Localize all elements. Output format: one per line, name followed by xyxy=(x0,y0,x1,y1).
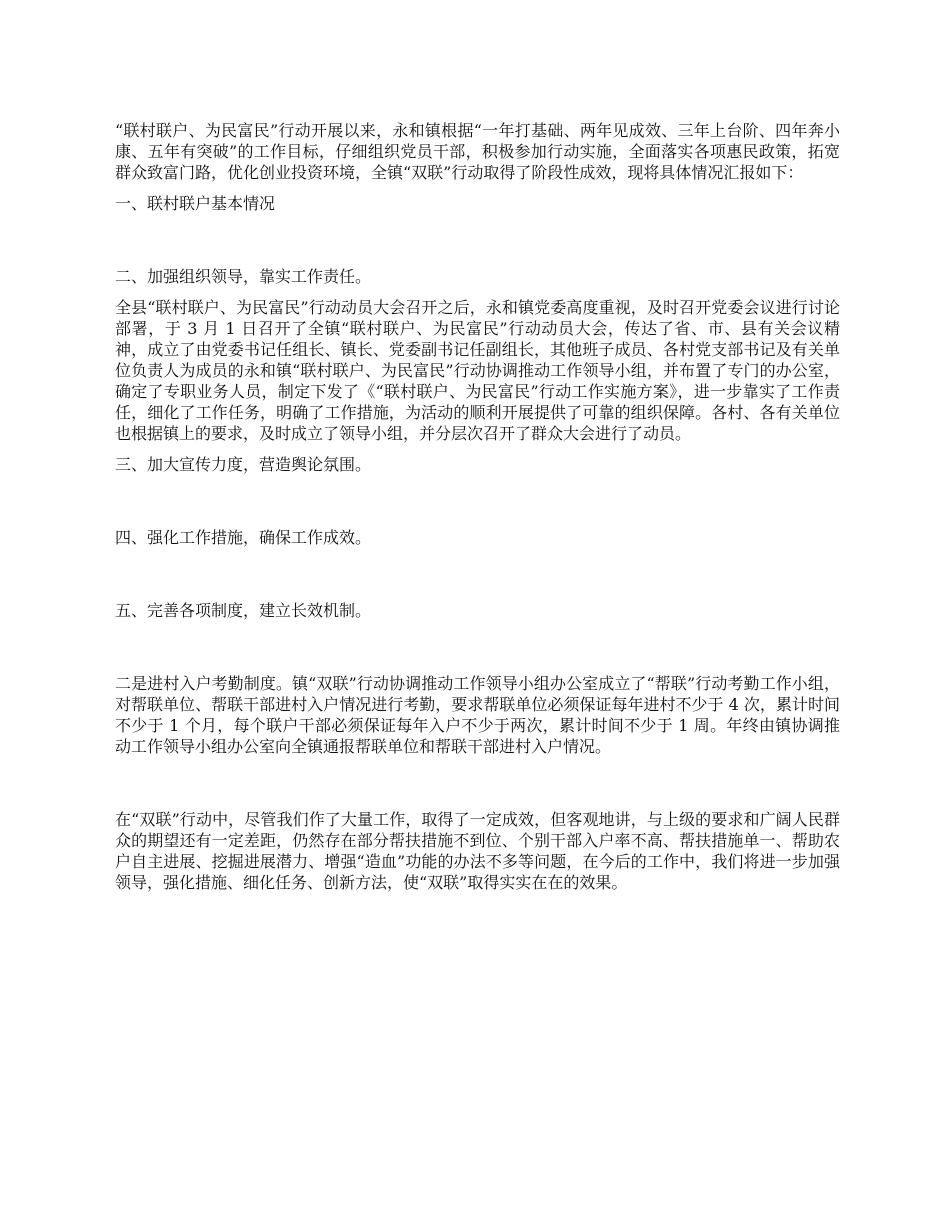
section-heading-3: 三、加大宣传力度，营造舆论氛围。 xyxy=(115,455,372,474)
section-heading-4: 四、强化工作措施，确保工作成效。 xyxy=(115,528,372,547)
body-paragraph-organization: 全县“联村联户、为民富民”行动动员大会召开之后，永和镇党委高度重视，及时召开党委会议进行讨论部署，于 3 月 1 日召开了全镇“联村联户、为民富民”行动动员大会，传达了省、市、县有关会议精神，成立了由党委书记任组长、镇长、党委副书记任副组长，其他班子成员、各村党支部书记及有关单位负责人为成员的永和镇“联村联户、为民富民”行动协调推动工作领导小组，并布置了专门的办公室，确定了专职业务人员，制定下发了《“联村联户、为民富民”行动工作实施方案》，进一步靠实了工作责任，细化了工作任务，明确了工作措施，为活动的顺利开展提供了可靠的组织保障。各村、各有关单位也根据镇上的要求，及时成立了领导小组，并分层次召开了群众大会进行了动员。 xyxy=(115,298,840,443)
section-heading-2: 二、加强组织领导，靠实工作责任。 xyxy=(115,267,372,286)
conclusion-paragraph: 在“双联”行动中，尽管我们作了大量工作，取得了一定成效，但客观地讲，与上级的要求和广阔人民群众的期望还有一定差距，仍然存在部分帮扶措施不到位、个别干部入户率不高、帮扶措施单一、帮助农户自主进展、挖掘进展潜力、增强“造血”功能的办法不多等问题，在今后的工作中，我们将进一步加强领导，强化措施、细化任务、创新方法，使“双联”取得实实在在的效果。 xyxy=(115,810,840,892)
intro-paragraph: “联村联户、为民富民”行动开展以来，永和镇根据“一年打基础、两年见成效、三年上台阶、四年奔小康、五年有突破”的工作目标，仔细组织党员干部，积极参加行动实施，全面落实各项惠民政策，拓宽群众致富门路，优化创业投资环境，全镇“双联”行动取得了阶段性成效，现将具体情况汇报如下： xyxy=(115,121,840,182)
body-paragraph-attendance: 二是进村入户考勤制度。镇“双联”行动协调推动工作领导小组办公室成立了“帮联”行动考勤工作小组，对帮联单位、帮联干部进村入户情况进行考勤，要求帮联单位必须保证每年进村不少于 4 次，累计时间不少于 1 个月，每个联户干部必须保证每年入户不少于两次，累计时间不少于 1 周。年终由镇协调推动工作领导小组办公室向全镇通报帮联单位和帮联干部进村入户情况。 xyxy=(115,674,840,756)
document-page xyxy=(115,120,840,893)
section-heading-5: 五、完善各项制度，建立长效机制。 xyxy=(115,601,372,620)
section-heading-1: 一、联村联户基本情况 xyxy=(115,194,276,213)
